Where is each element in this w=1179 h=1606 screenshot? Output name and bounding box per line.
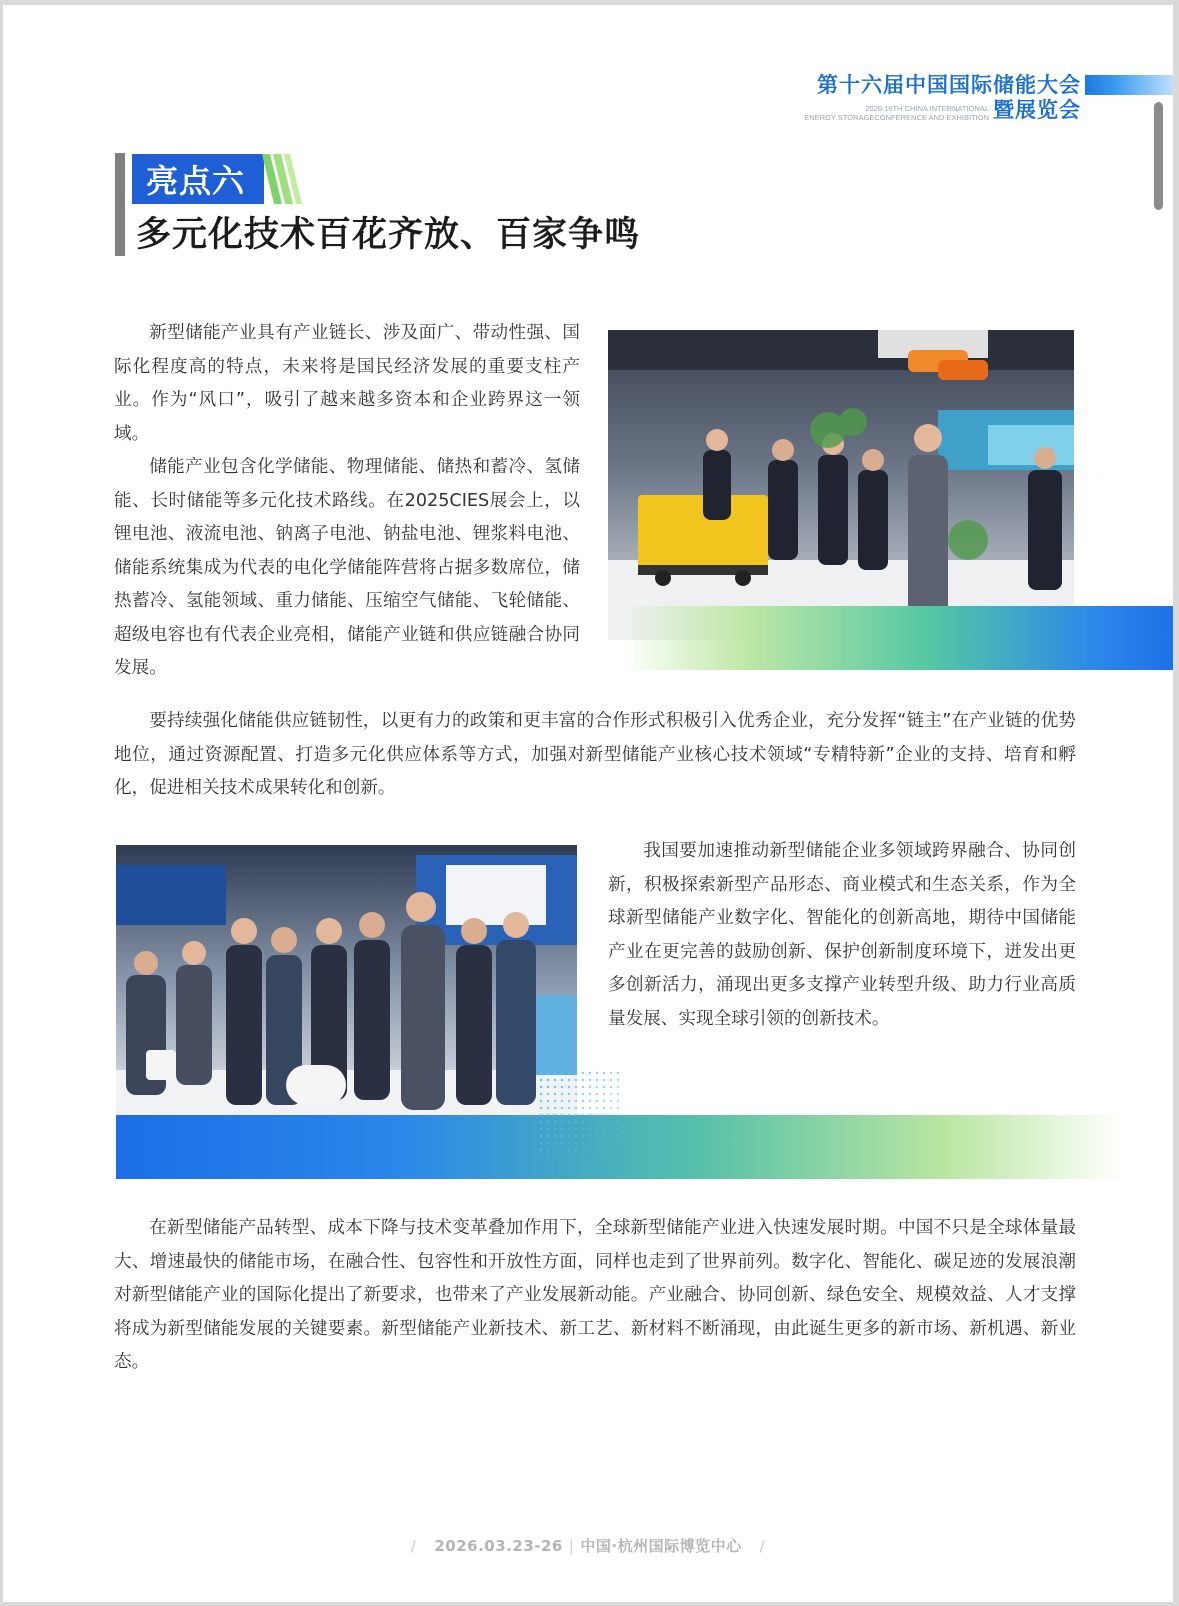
conference-english-line2: ENERGY STORAGECONFERENCE AND EXHIBITION (804, 113, 989, 122)
footer-slash-left: / (410, 1537, 417, 1555)
footer-slash-right: / (759, 1537, 766, 1555)
document-page (3, 5, 1173, 1602)
footer-date: 2026.03.23-26 (434, 1537, 563, 1555)
development-text (114, 1212, 1076, 1380)
page-footer (3, 1535, 1173, 1556)
scrollbar-thumb[interactable] (1154, 102, 1163, 210)
paragraph-5: 在新型储能产品转型、成本下降与技术变革叠加作用下，全球新型储能产业进入快速发展时期。中国不只是全球体量最大、增速最快的储能市场，在融合性、包容性和开放性方面，同样也走到了世界前列。数字化、智能化、碳足迹的发展浪潮对新型储能产业的国际化提出了新要求，也带来了产业发展新动能。产业融合、协同创新、绿色安全、规模效益、人才支撑将成为新型储能发展的关键要素。新型储能产业新技术、新工艺、新材料不断涌现，由此诞生更多的新市场、新机遇、新业态。 (114, 1218, 1076, 1372)
header-accent-bar (1085, 75, 1173, 95)
conference-title-line2: 暨展览会 (993, 98, 1081, 122)
conference-title-line1: 第十六届中国国际储能大会 (817, 73, 1081, 97)
conference-header (804, 72, 1081, 122)
section-vertical-bar (115, 153, 125, 256)
footer-venue: 中国·杭州国际博览中心 (580, 1537, 742, 1555)
conference-english-subtitle (804, 104, 989, 122)
conference-subtitle-row (804, 98, 1081, 122)
decorative-gradient-band-1 (623, 606, 1173, 670)
exhibition-photo-1 (608, 330, 1074, 640)
supply-chain-text (114, 705, 1076, 806)
paragraph-2: 储能产业包含化学储能、物理储能、储热和蓄冷、氢储能、长时储能等多元化技术路线。在2025CIES展会上，以锂电池、液流电池、钠离子电池、钠盐电池、锂浆料电池、储能系统集成为代表的电化学储能阵营将占据多数席位，储热蓄冷、氢能领域、重力储能、压缩空气储能、飞轮储能、超级电容也有代表企业亮相，储能产业链和供应链融合协同发展。 (114, 457, 580, 678)
section-badge-stripes (262, 154, 302, 204)
conference-english-line1: 2026 16TH CHINA INTERNATIONAL (865, 104, 989, 113)
paragraph-3: 要持续强化储能供应链韧性，以更有力的政策和更丰富的合作形式积极引入优秀企业，充分发挥“链主”在产业链的优势地位，通过资源配置、打造多元化供应体系等方式，加强对新型储能产业核心技术领域“专精特新”企业的支持、培育和孵化，促进相关技术成果转化和创新。 (114, 711, 1076, 798)
exhibition-photo-2 (116, 845, 577, 1117)
innovation-text-column (608, 835, 1076, 1036)
intro-text-column (114, 317, 580, 686)
decorative-dot-pattern (539, 1071, 619, 1157)
paragraph-4: 我国要加速推动新型储能企业多领域跨界融合、协同创新，积极探索新型产品形态、商业模式和生态关系，作为全球新型储能产业数字化、智能化的创新高地，期待中国储能产业在更完善的鼓励创新、保护创新制度环境下，迸发出更多创新活力，涌现出更多支撑产业转型升级、助力行业高质量发展、实现全球引领的创新技术。 (608, 841, 1076, 1029)
footer-separator: | (568, 1537, 575, 1555)
paragraph-1: 新型储能产业具有产业链长、涉及面广、带动性强、国际化程度高的特点，未来将是国民经济发展的重要支柱产业。作为“风口”，吸引了越来越多资本和企业跨界这一领域。 (114, 323, 580, 444)
section-title: 多元化技术百花齐放、百家争鸣 (136, 215, 641, 255)
decorative-gradient-band-2 (116, 1115, 1126, 1179)
section-badge: 亮点六 (132, 154, 264, 204)
